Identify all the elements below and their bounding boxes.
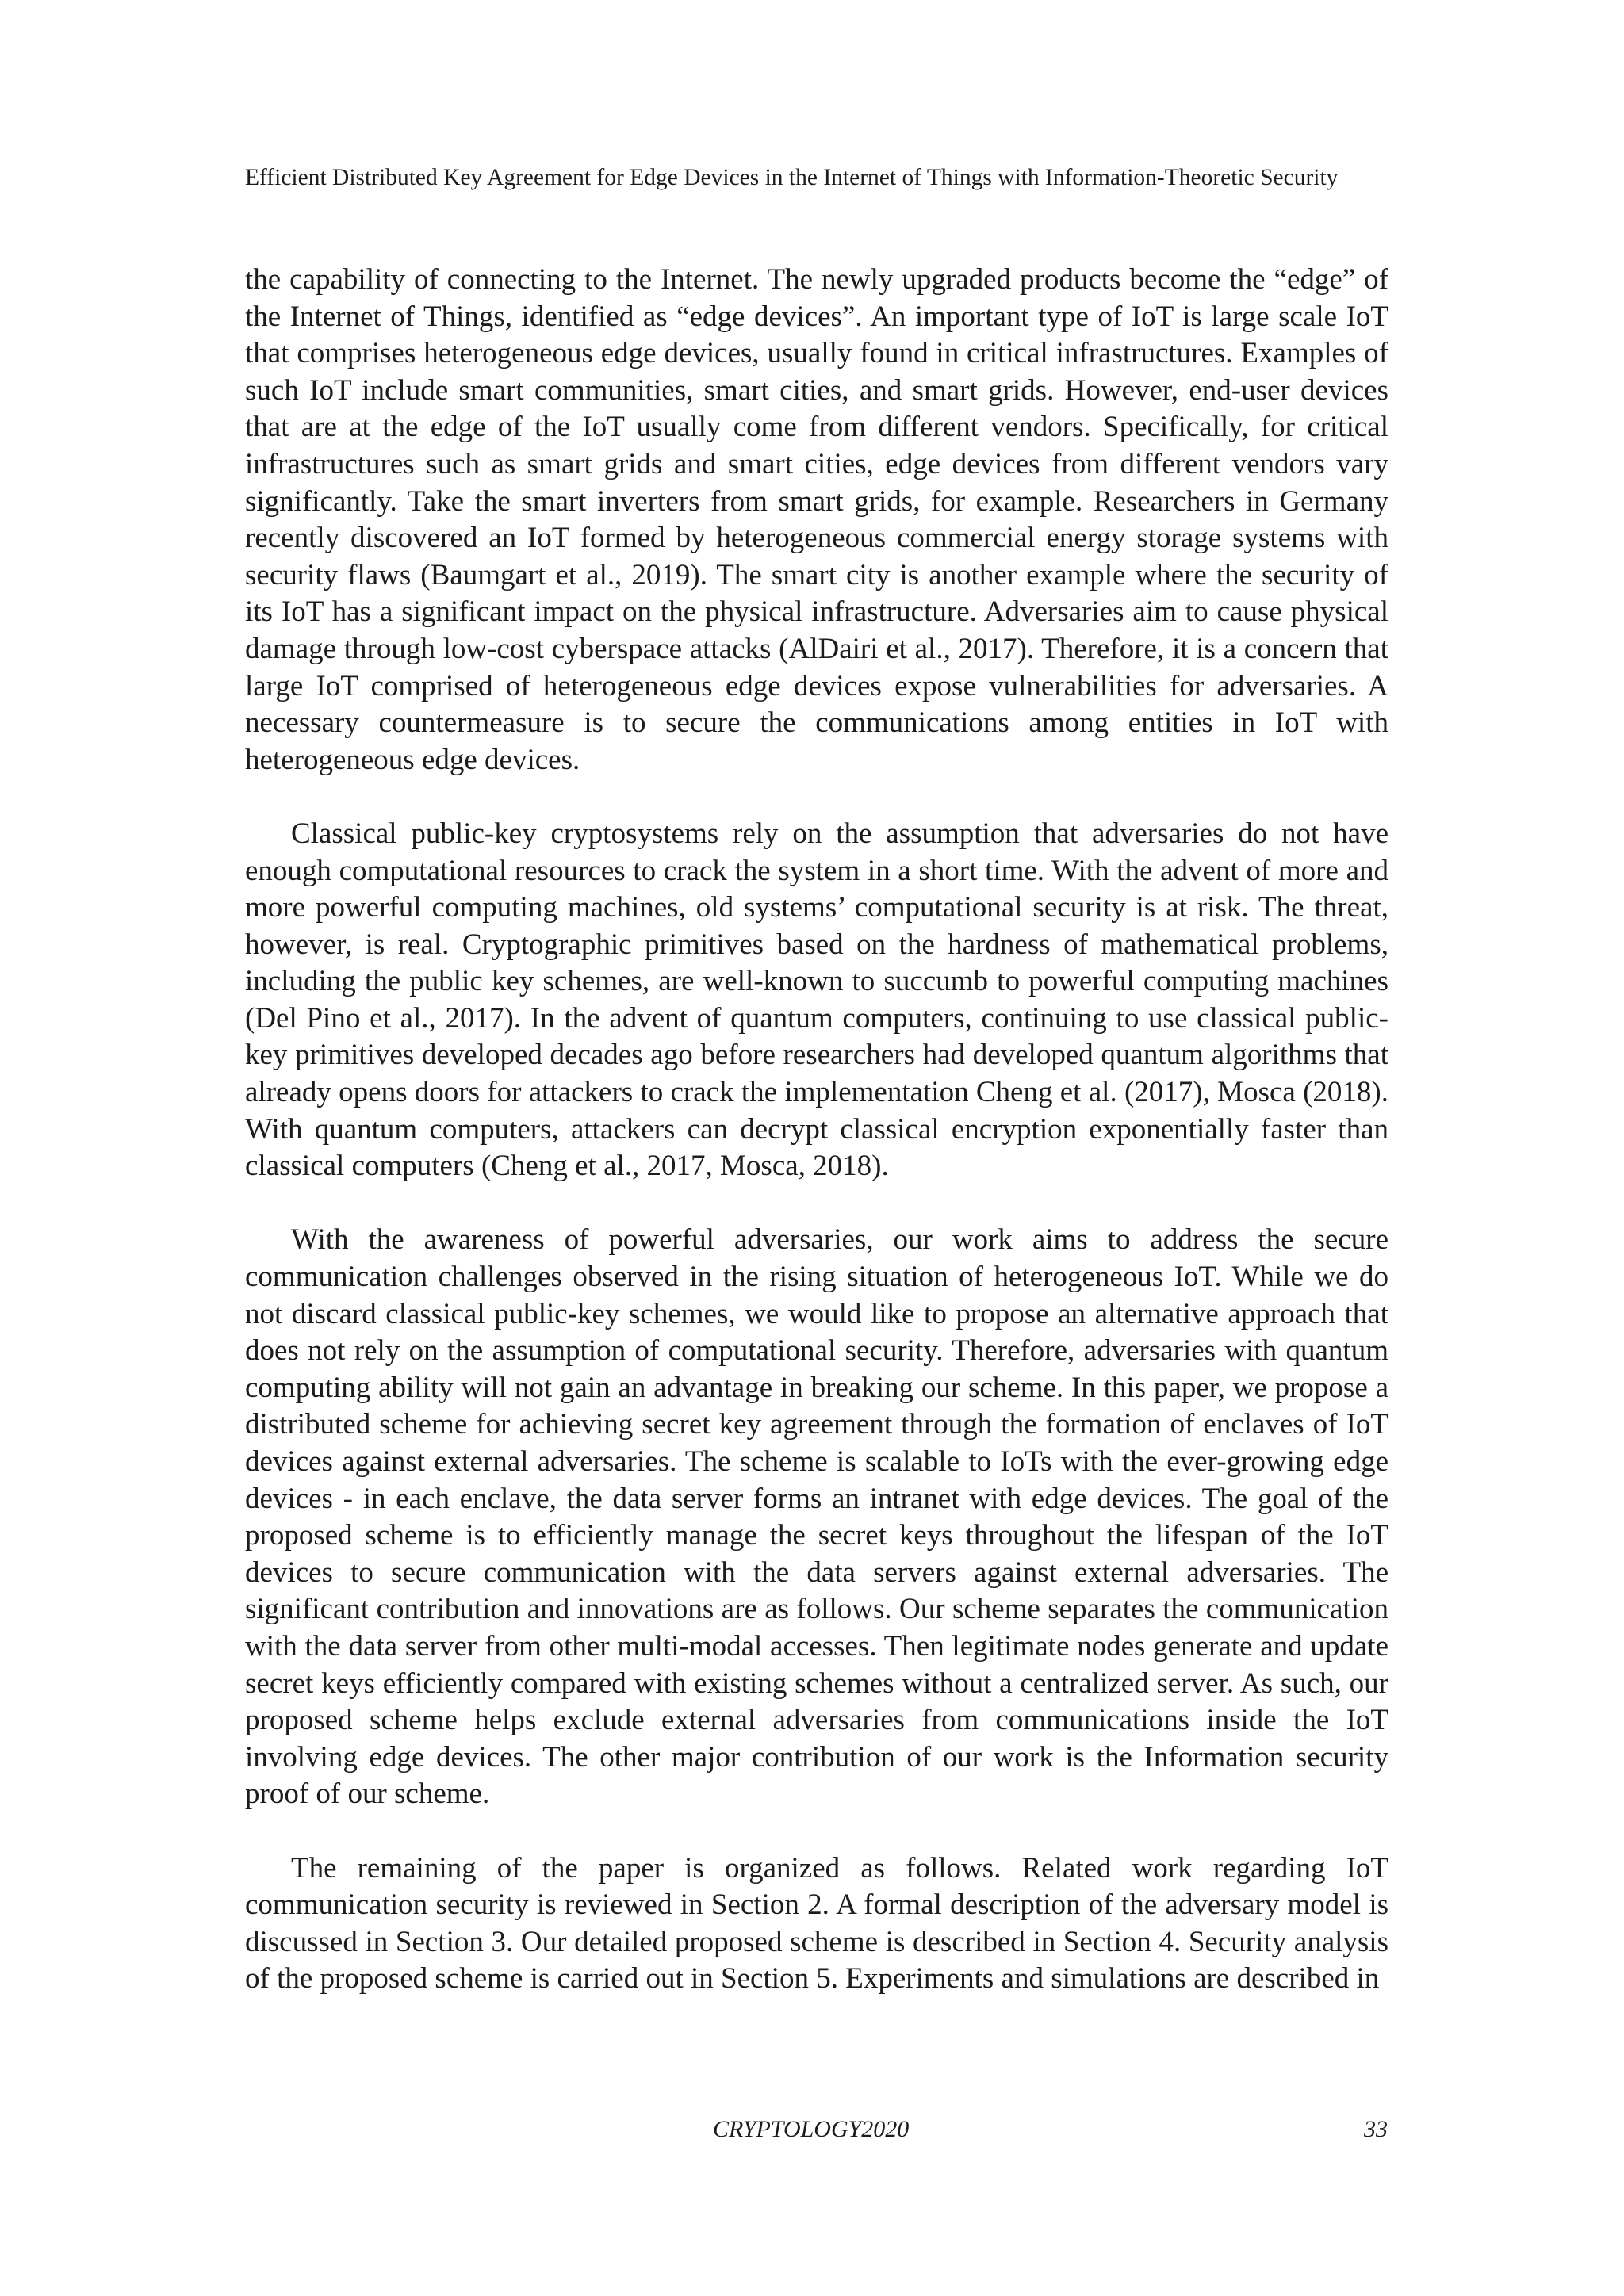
paragraph-3: With the awareness of powerful adversaries, our work aims to address the secure communication challenges observed in the rising situation of heterogeneous IoT. While we do not discard classical public-key schemes, we would like to propose an alternative approach that does not rely on the assumption of computational security. Therefore, adversaries with quantum computing ability will not gain an advantage in breaking our scheme. In this paper, we propose a distributed scheme for achieving secret key agreement through the formation of enclaves of IoT devices against external adversaries. The scheme is scalable to IoTs with the ever-growing edge devices - in each enclave, the data server forms an intranet with edge devices. The goal of the proposed scheme is to efficiently manage the secret keys throughout the lifespan of the IoT devices to secure communication with the data servers against external adversaries. The significant contribution and innovations are as follows. Our scheme separates the communication with the data server from other multi-modal accesses. Then legitimate nodes generate and update secret keys efficiently compared with existing schemes without a centralized server. As such, our proposed scheme helps exclude external adversaries from communications inside the IoT involving edge devices. The other major contribution of our work is the Information security proof of our scheme. [245,1223,1388,1811]
paragraph-2: Classical public-key cryptosystems rely on the assumption that adversaries do not have enough computational resources to crack the system in a short time. With the advent of more and more powerful computing machines, old systems’ computational security is at risk. The threat, however, is real. Cryptographic primitives based on the hardness of mathematical problems, including the public key schemes, are well-known to succumb to powerful computing machines (Del Pino et al., 2017). In the advent of quantum computers, continuing to use classical public-key primitives developed decades ago before researchers had developed quantum algorithms that already opens doors for attackers to crack the implementation Cheng et al. (2017), Mosca (2018). With quantum computers, attackers can decrypt classical encryption exponentially faster than classical computers (Cheng et al., 2017, Mosca, 2018). [245,817,1388,1183]
page-number: 33 [1364,2116,1388,2142]
paragraph-4: The remaining of the paper is organized as follows. Related work regarding IoT communication security is reviewed in Section 2. A formal description of the adversary model is discussed in Section 3. Our detailed proposed scheme is described in Section 4. Security analysis of the proposed scheme is carried out in Section 5. Experiments and simulations are described in [245,1851,1388,1996]
body-text [245,262,1388,2035]
footer-journal-name: CRYPTOLOGY2020 [713,2116,910,2142]
paragraph-1: the capability of connecting to the Internet. The newly upgraded products become the “edge” of the Internet of Things, identified as “edge devices”. An important type of IoT is large scale IoT that comprises heterogeneous edge devices, usually found in critical infrastructures. Examples of such IoT include smart communities, smart cities, and smart grids. However, end-user devices that are at the edge of the IoT usually come from different vendors. Specifically, for critical infrastructures such as smart grids and smart cities, edge devices from different vendors vary significantly. Take the smart inverters from smart grids, for example. Researchers in Germany recently discovered an IoT formed by heterogeneous commercial energy storage systems with security flaws (Baumgart et al., 2019). The smart city is another example where the security of its IoT has a significant impact on the physical infrastructure. Adversaries aim to cause physical damage through low-cost cyberspace attacks (AlDairi et al., 2017). Therefore, it is a concern that large IoT comprised of heterogeneous edge devices expose vulnerabilities for adversaries. A necessary countermeasure is to secure the communications among entities in IoT with heterogeneous edge devices. [245,263,1388,776]
running-header: Efficient Distributed Key Agreement for Edge Devices in the Internet of Things with Information-Theoretic Security [245,165,1339,190]
